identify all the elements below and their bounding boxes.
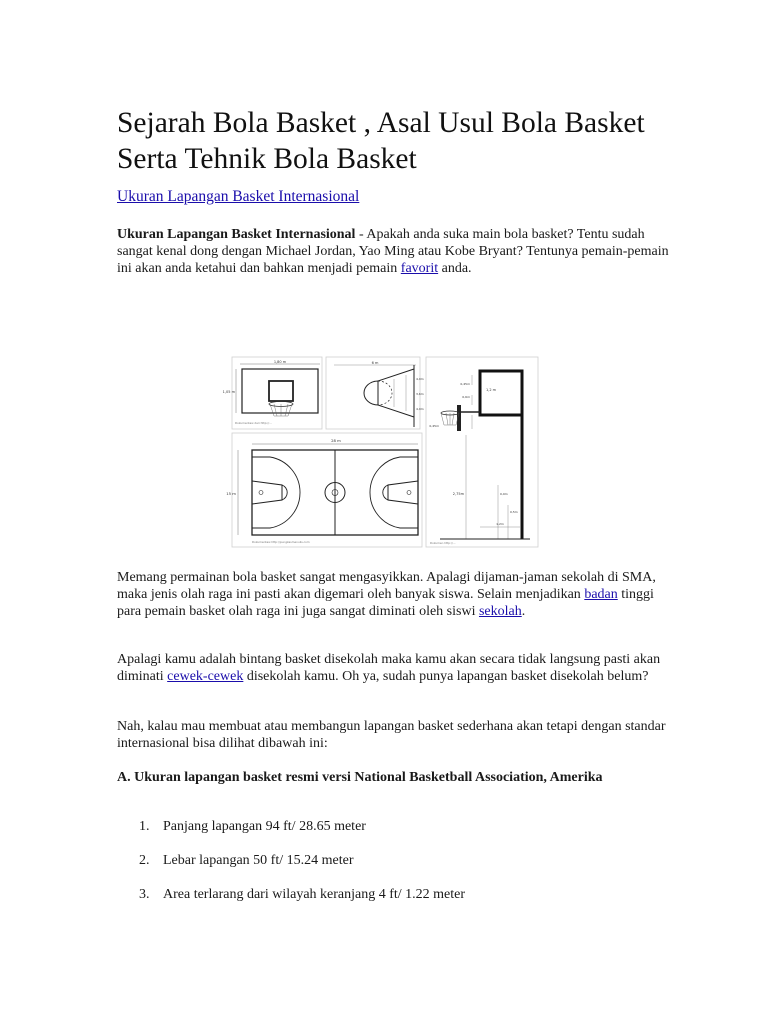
list-number: 2. — [139, 853, 150, 868]
favorit-link[interactable]: favorit — [400, 261, 439, 276]
basketball-court-diagram — [222, 355, 540, 550]
sekolah-link[interactable]: sekolah — [478, 604, 522, 619]
list-text: Lebar lapangan 50 ft/ 15.24 meter — [163, 853, 354, 868]
ring-height-label: 2,75m — [452, 492, 464, 496]
post-low-label: 0,45m — [429, 424, 439, 428]
paragraph-1 — [117, 569, 677, 620]
caption-a: Dokumentasi dari http://... — [235, 421, 272, 425]
side-b-label: 3,6m — [416, 392, 424, 396]
para1-text-c: . — [521, 604, 526, 619]
base-a-label: 0,9m — [500, 492, 508, 496]
key-width-label: 6 m — [371, 361, 379, 365]
para1-text-b: tinggi para pemain basket olah raga ini juga sangat diminati oleh siswi — [117, 587, 654, 619]
list-item — [139, 853, 353, 869]
base-c-label: 1,2m — [496, 522, 504, 526]
post-height-panel — [426, 357, 538, 547]
list-item — [139, 887, 465, 903]
court-length-label: 28 m — [331, 438, 341, 443]
list-item — [139, 819, 366, 835]
para2-text-b: disekolah kamu. Oh ya, sudah punya lapangan basket disekolah belum? — [243, 669, 649, 684]
badan-link[interactable]: badan — [584, 587, 618, 602]
post-top-label: 0,45m — [460, 382, 470, 386]
list-text: Panjang lapangan 94 ft/ 28.65 meter — [163, 819, 366, 834]
caption-c: Dokumen http://... — [430, 541, 456, 545]
paragraph-3: Nah, kalau mau membuat atau membangun lapangan basket sederhana akan tetapi dengan standar internasional bisa dilihat dibawah ini: — [117, 719, 666, 751]
post-mid-label: 0,6m — [462, 395, 470, 399]
board-height-label: 1,05 m — [222, 390, 235, 394]
section-a-heading: A. Ukuran lapangan basket resmi versi National Basketball Association, Amerika — [117, 770, 603, 785]
caption-b: Dokumentasi http://pungkasmenulis.com — [252, 540, 310, 544]
backboard-panel — [223, 357, 322, 429]
board-width-label: 1,80 m — [273, 360, 287, 364]
side-a-label: 4,9m — [416, 377, 424, 381]
intro-text-end: anda. — [438, 261, 472, 276]
key-area-panel — [326, 357, 424, 429]
list-text: Area terlarang dari wilayah keranjang 4 ft/ 1.22 meter — [163, 887, 466, 902]
intro-text: - Apakah anda suka main bola basket? Tentu sudah sangat kenal dong dengan Michael Jordan, Yao Ming atau Kobe Bryant? Tentunya pemain-pemain ini akan anda ketahui dan bahkan menjadi pemain — [117, 227, 669, 276]
full-court-panel — [226, 433, 422, 547]
base-b-label: 0,5m — [510, 510, 518, 514]
paragraph-2 — [117, 651, 677, 685]
list-number: 3. — [139, 887, 150, 902]
para1-text-a: Memang permainan bola basket sangat mengasyikkan. Apalagi dijaman-jaman sekolah di SMA, maka jenis olah raga ini pasti akan digemari oleh banyak siswa. Selain menjadikan — [117, 570, 656, 602]
list-number: 1. — [139, 819, 150, 834]
intro-paragraph — [117, 226, 677, 277]
side-c-label: 4,9m — [416, 407, 424, 411]
para2-text-a: Apalagi kamu adalah bintang basket disekolah maka kamu akan secara tidak langsung pasti akan diminati — [117, 652, 661, 684]
cewek-link[interactable]: cewek-cewek — [167, 669, 244, 684]
court-width-label: 15 m — [226, 491, 236, 496]
page-title: Sejarah Bola Basket , Asal Usul Bola Basket Serta Tehnik Bola Basket — [117, 107, 645, 175]
post-dim-label: 1,2 m — [486, 388, 497, 392]
intro-bold-lead: Ukuran Lapangan Basket Internasional — [117, 227, 356, 242]
section-link[interactable]: Ukuran Lapangan Basket Internasional — [117, 188, 360, 205]
